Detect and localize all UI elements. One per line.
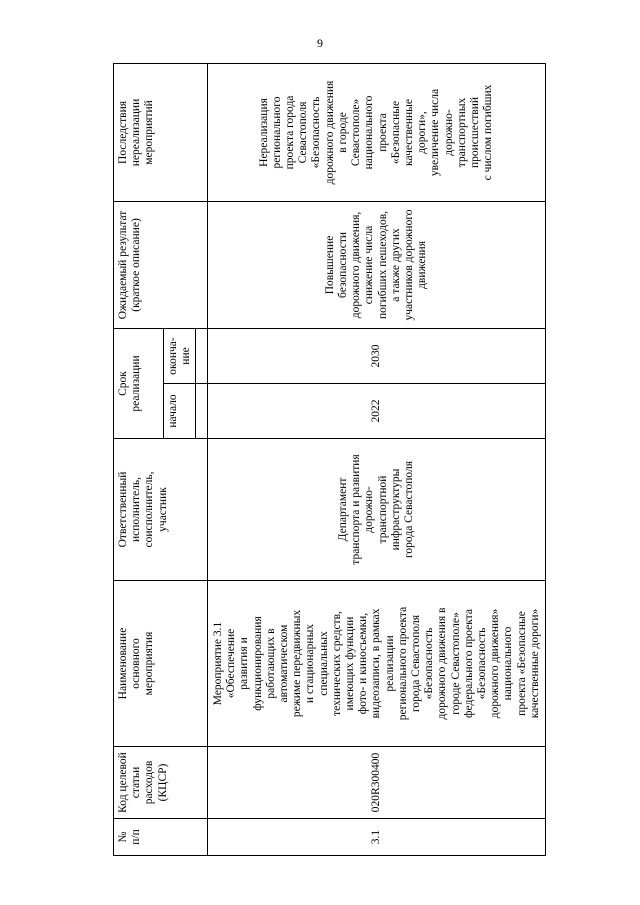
cell-name: Мероприятие 3.1 «Обеспечение развития и функционирования работающих в автоматическом режиме передвижных и стационарных специальных технических средств, имеющих функции фото- и киносъемки, видеозаписи, в рамках реализации регионального проекта города Севастополя «Безопасность дорожного движения в городе Севастополе» федерального проекта «Безопасность дорожного движения» национального проекта «Безопасные качественные дороги» — [208, 581, 546, 747]
header-start: начало — [164, 384, 196, 439]
header-consequences: Последствия нереализации мероприятий — [114, 63, 208, 201]
cell-consequences: Нереализация регионального проекта города Севастополя «Безопасность дорожного движения в городе Севастополе» национального проекта «Безопасные качественные дороги», увеличение числа дорожно- транспортных происшествий с числом погибших — [208, 63, 546, 201]
header-executor: Ответственный исполнитель, соисполнитель, участник — [114, 439, 208, 581]
cell-start: 2022 — [208, 384, 546, 439]
rotated-table-frame — [113, 64, 545, 856]
header-result: Ожидаемый результат (краткое описание) — [114, 201, 208, 328]
header-name: Наименование основного мероприятия — [114, 581, 208, 747]
header-end: оконча- ние — [164, 328, 196, 383]
page-number: 9 — [317, 36, 323, 50]
cell-end: 2030 — [208, 328, 546, 383]
cell-result: Повышение безопасности дорожного движения, снижение числа погибших пешеходов, а также других участников дорожного движения — [208, 201, 546, 328]
cell-num: 3.1 — [208, 819, 546, 856]
header-num: № п/п — [114, 819, 208, 856]
cell-code: 020R300400 — [208, 747, 546, 819]
header-start-spacer — [196, 384, 208, 439]
header-period: Срок реализации — [114, 328, 164, 438]
header-end-spacer — [196, 328, 208, 383]
measures-table — [113, 63, 546, 856]
table-row — [208, 63, 546, 855]
rotated-table-container — [113, 64, 545, 856]
cell-executor: Департамент транспорта и развития дорожно- транспортной инфраструктуры города Севастополя — [208, 439, 546, 581]
header-code: Код целевой статьи расходов (КЦСР) — [114, 747, 208, 819]
